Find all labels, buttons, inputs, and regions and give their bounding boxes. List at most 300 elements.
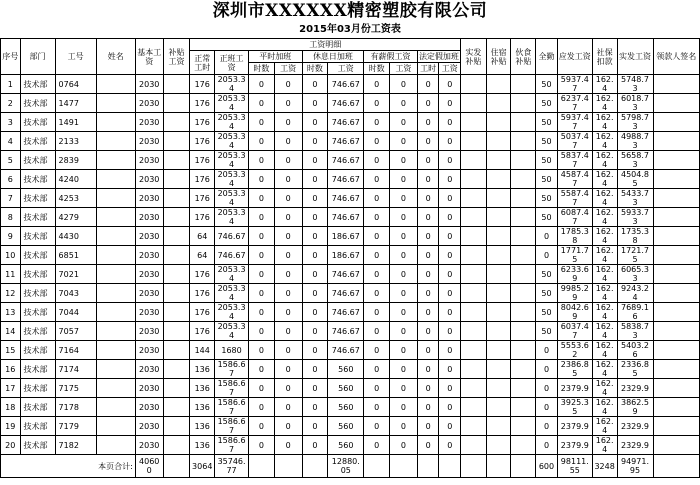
cell-normal-hours: 176 [190, 151, 215, 170]
cell-payable: 6087.47 [557, 208, 592, 227]
cell-payable: 5037.47 [557, 132, 592, 151]
cell-leave-pay: 0 [390, 322, 418, 341]
cell-normal-pay: 2053.34 [215, 322, 249, 341]
cell-actual-subsidy [461, 151, 487, 170]
table-row [1, 208, 700, 227]
cell-rest-hours: 0 [302, 436, 328, 455]
cell-leave-pay: 0 [390, 132, 418, 151]
cell-normal-hours: 136 [190, 436, 215, 455]
cell-payable: 6233.69 [557, 265, 592, 284]
total-label: 本页合计: [1, 455, 136, 478]
cell-base-pay: 2030 [135, 379, 163, 398]
cell-normal-pay: 1586.67 [215, 360, 249, 379]
cell-holiday-pay: 0 [439, 208, 461, 227]
cell-weekday-hours: 0 [249, 436, 275, 455]
cell-normal-hours: 136 [190, 379, 215, 398]
cell-meal [511, 436, 536, 455]
cell-holiday-pay: 0 [439, 113, 461, 132]
total-signature [653, 455, 699, 478]
cell-weekday-pay: 0 [274, 322, 302, 341]
cell-dept: 技术部 [20, 322, 55, 341]
cell-leave-pay: 0 [390, 341, 418, 360]
cell-actual-subsidy [461, 246, 487, 265]
cell-leave-pay: 0 [390, 436, 418, 455]
cell-housing [486, 379, 511, 398]
cell-weekday-pay: 0 [274, 75, 302, 94]
header-holiday-pay: 工资 [439, 63, 461, 75]
cell-rest-hours: 0 [302, 284, 328, 303]
cell-weekday-hours: 0 [249, 227, 275, 246]
cell-holiday-pay: 0 [439, 151, 461, 170]
cell-dept: 技术部 [20, 360, 55, 379]
cell-rest-pay: 746.67 [328, 284, 364, 303]
cell-social: 162.4 [592, 75, 617, 94]
cell-attendance: 0 [536, 379, 558, 398]
cell-attendance: 50 [536, 189, 558, 208]
cell-dept: 技术部 [20, 189, 55, 208]
cell-attendance: 0 [536, 246, 558, 265]
cell-rest-pay: 746.67 [328, 170, 364, 189]
header-payable: 应发工资 [557, 39, 592, 75]
cell-dept: 技术部 [20, 227, 55, 246]
header-social: 社保扣款 [592, 39, 617, 75]
cell-normal-pay: 2053.34 [215, 132, 249, 151]
total-subsidy [163, 455, 190, 478]
cell-social: 162.4 [592, 322, 617, 341]
cell-base-pay: 2030 [135, 189, 163, 208]
cell-social: 162.4 [592, 151, 617, 170]
cell-normal-pay: 2053.34 [215, 265, 249, 284]
cell-dept: 技术部 [20, 94, 55, 113]
cell-net: 5933.73 [617, 208, 653, 227]
cell-actual-subsidy [461, 417, 487, 436]
cell-holiday-hours: 0 [417, 436, 439, 455]
cell-weekday-pay: 0 [274, 94, 302, 113]
cell-name [96, 379, 135, 398]
cell-normal-hours: 176 [190, 189, 215, 208]
cell-meal [511, 284, 536, 303]
cell-normal-hours: 176 [190, 75, 215, 94]
cell-holiday-pay: 0 [439, 246, 461, 265]
header-subsidy: 补贴工资 [163, 39, 190, 75]
cell-rest-pay: 746.67 [328, 341, 364, 360]
total-net: 94971.95 [617, 455, 653, 478]
cell-payable: 4587.47 [557, 170, 592, 189]
cell-leave-hours: 0 [364, 284, 390, 303]
cell-subsidy [163, 208, 190, 227]
cell-rest-pay: 746.67 [328, 113, 364, 132]
cell-net: 5403.26 [617, 341, 653, 360]
cell-base-pay: 2030 [135, 284, 163, 303]
cell-name [96, 170, 135, 189]
cell-actual-subsidy [461, 113, 487, 132]
cell-normal-hours: 64 [190, 227, 215, 246]
cell-weekday-pay: 0 [274, 170, 302, 189]
cell-holiday-hours: 0 [417, 360, 439, 379]
cell-rest-hours: 0 [302, 94, 328, 113]
cell-subsidy [163, 417, 190, 436]
cell-dept: 技术部 [20, 246, 55, 265]
cell-leave-pay: 0 [390, 189, 418, 208]
cell-net: 2329.9 [617, 417, 653, 436]
cell-social: 162.4 [592, 436, 617, 455]
table-row [1, 227, 700, 246]
cell-payable: 2379.9 [557, 417, 592, 436]
cell-dept: 技术部 [20, 398, 55, 417]
cell-subsidy [163, 379, 190, 398]
cell-normal-hours: 136 [190, 360, 215, 379]
cell-seq: 5 [1, 151, 21, 170]
cell-holiday-hours: 0 [417, 322, 439, 341]
cell-holiday-hours: 0 [417, 170, 439, 189]
cell-employee-id: 7057 [55, 322, 96, 341]
cell-base-pay: 2030 [135, 208, 163, 227]
cell-normal-pay: 1680 [215, 341, 249, 360]
cell-name [96, 227, 135, 246]
cell-housing [486, 303, 511, 322]
cell-seq: 17 [1, 379, 21, 398]
cell-leave-hours: 0 [364, 417, 390, 436]
cell-dept: 技术部 [20, 303, 55, 322]
cell-subsidy [163, 265, 190, 284]
cell-attendance: 0 [536, 341, 558, 360]
cell-meal [511, 227, 536, 246]
cell-meal [511, 151, 536, 170]
cell-attendance: 0 [536, 398, 558, 417]
cell-normal-pay: 746.67 [215, 227, 249, 246]
cell-holiday-hours: 0 [417, 398, 439, 417]
cell-signature [653, 303, 699, 322]
cell-housing [486, 341, 511, 360]
cell-meal [511, 132, 536, 151]
cell-employee-id: 2133 [55, 132, 96, 151]
cell-holiday-hours: 0 [417, 151, 439, 170]
cell-attendance: 50 [536, 94, 558, 113]
cell-weekday-hours: 0 [249, 246, 275, 265]
total-rest-pay: 12880.05 [328, 455, 364, 478]
cell-subsidy [163, 246, 190, 265]
cell-rest-hours: 0 [302, 322, 328, 341]
cell-social: 162.4 [592, 303, 617, 322]
cell-base-pay: 2030 [135, 303, 163, 322]
cell-subsidy [163, 398, 190, 417]
cell-weekday-hours: 0 [249, 398, 275, 417]
cell-subsidy [163, 360, 190, 379]
cell-payable: 2379.9 [557, 379, 592, 398]
cell-subsidy [163, 436, 190, 455]
cell-weekday-hours: 0 [249, 170, 275, 189]
cell-leave-hours: 0 [364, 265, 390, 284]
cell-housing [486, 227, 511, 246]
cell-payable: 8042.69 [557, 303, 592, 322]
table-row [1, 132, 700, 151]
cell-subsidy [163, 303, 190, 322]
total-leave-hours [364, 455, 390, 478]
cell-seq: 14 [1, 322, 21, 341]
total-payable: 98111.55 [557, 455, 592, 478]
cell-holiday-pay: 0 [439, 94, 461, 113]
cell-name [96, 303, 135, 322]
cell-actual-subsidy [461, 360, 487, 379]
cell-normal-pay: 1586.67 [215, 398, 249, 417]
cell-base-pay: 2030 [135, 75, 163, 94]
cell-normal-pay: 2053.34 [215, 113, 249, 132]
cell-weekday-pay: 0 [274, 265, 302, 284]
cell-seq: 18 [1, 398, 21, 417]
cell-employee-id: 0764 [55, 75, 96, 94]
cell-meal [511, 303, 536, 322]
cell-employee-id: 7174 [55, 360, 96, 379]
cell-weekday-pay: 0 [274, 341, 302, 360]
cell-employee-id: 7178 [55, 398, 96, 417]
cell-signature [653, 379, 699, 398]
cell-normal-pay: 1586.67 [215, 436, 249, 455]
cell-rest-hours: 0 [302, 246, 328, 265]
cell-leave-hours: 0 [364, 94, 390, 113]
cell-dept: 技术部 [20, 132, 55, 151]
cell-actual-subsidy [461, 379, 487, 398]
cell-weekday-hours: 0 [249, 360, 275, 379]
cell-meal [511, 341, 536, 360]
cell-seq: 3 [1, 113, 21, 132]
cell-holiday-pay: 0 [439, 265, 461, 284]
cell-rest-hours: 0 [302, 189, 328, 208]
cell-net: 2329.9 [617, 379, 653, 398]
cell-holiday-pay: 0 [439, 417, 461, 436]
cell-seq: 12 [1, 284, 21, 303]
cell-net: 5748.73 [617, 75, 653, 94]
cell-attendance: 50 [536, 303, 558, 322]
header-holiday-ot: 法定假加班 [418, 52, 459, 61]
total-attendance: 600 [536, 455, 558, 478]
cell-net: 3862.59 [617, 398, 653, 417]
cell-employee-id: 7175 [55, 379, 96, 398]
cell-housing [486, 398, 511, 417]
cell-weekday-pay: 0 [274, 284, 302, 303]
cell-meal [511, 189, 536, 208]
cell-seq: 10 [1, 246, 21, 265]
cell-social: 162.4 [592, 94, 617, 113]
header-weekday-ot: 平时加班 [249, 51, 303, 63]
cell-meal [511, 360, 536, 379]
cell-rest-pay: 746.67 [328, 75, 364, 94]
cell-housing [486, 208, 511, 227]
cell-weekday-pay: 0 [274, 417, 302, 436]
cell-rest-pay: 746.67 [328, 208, 364, 227]
cell-rest-pay: 560 [328, 398, 364, 417]
cell-weekday-pay: 0 [274, 360, 302, 379]
cell-social: 162.4 [592, 398, 617, 417]
cell-payable: 2379.9 [557, 436, 592, 455]
cell-attendance: 50 [536, 284, 558, 303]
cell-actual-subsidy [461, 189, 487, 208]
cell-leave-pay: 0 [390, 113, 418, 132]
cell-social: 162.4 [592, 208, 617, 227]
cell-holiday-hours: 0 [417, 208, 439, 227]
table-row [1, 170, 700, 189]
cell-seq: 20 [1, 436, 21, 455]
cell-holiday-hours: 0 [417, 265, 439, 284]
header-base-pay: 基本工资 [135, 39, 163, 75]
cell-dept: 技术部 [20, 113, 55, 132]
cell-rest-hours: 0 [302, 208, 328, 227]
cell-signature [653, 170, 699, 189]
cell-housing [486, 265, 511, 284]
cell-holiday-hours: 0 [417, 94, 439, 113]
cell-payable: 5937.47 [557, 113, 592, 132]
cell-net: 5658.73 [617, 151, 653, 170]
cell-attendance: 0 [536, 360, 558, 379]
header-employee-id: 工号 [55, 39, 96, 75]
cell-rest-pay: 746.67 [328, 94, 364, 113]
payroll-table [0, 38, 700, 478]
cell-payable: 6037.47 [557, 322, 592, 341]
cell-signature [653, 265, 699, 284]
cell-social: 162.4 [592, 170, 617, 189]
cell-signature [653, 341, 699, 360]
cell-net: 5838.73 [617, 322, 653, 341]
cell-attendance: 50 [536, 151, 558, 170]
cell-leave-hours: 0 [364, 75, 390, 94]
table-row [1, 303, 700, 322]
cell-meal [511, 113, 536, 132]
cell-meal [511, 94, 536, 113]
cell-weekday-pay: 0 [274, 379, 302, 398]
table-row [1, 265, 700, 284]
cell-name [96, 75, 135, 94]
cell-weekday-pay: 0 [274, 398, 302, 417]
cell-employee-id: 4279 [55, 208, 96, 227]
cell-normal-hours: 176 [190, 284, 215, 303]
total-housing [486, 455, 511, 478]
cell-payable: 3925.35 [557, 398, 592, 417]
cell-leave-pay: 0 [390, 208, 418, 227]
cell-leave-hours: 0 [364, 151, 390, 170]
cell-payable: 5937.47 [557, 75, 592, 94]
cell-rest-hours: 0 [302, 265, 328, 284]
cell-attendance: 50 [536, 113, 558, 132]
header-rest-hours: 时数 [302, 63, 328, 75]
table-header [1, 39, 700, 75]
cell-meal [511, 322, 536, 341]
cell-social: 162.4 [592, 284, 617, 303]
cell-signature [653, 151, 699, 170]
cell-normal-hours: 64 [190, 246, 215, 265]
cell-leave-pay: 0 [390, 284, 418, 303]
cell-signature [653, 189, 699, 208]
cell-holiday-pay: 0 [439, 284, 461, 303]
cell-leave-hours: 0 [364, 208, 390, 227]
cell-meal [511, 417, 536, 436]
cell-leave-pay: 0 [390, 227, 418, 246]
cell-payable: 2386.85 [557, 360, 592, 379]
cell-weekday-hours: 0 [249, 284, 275, 303]
cell-actual-subsidy [461, 398, 487, 417]
cell-social: 162.4 [592, 132, 617, 151]
cell-subsidy [163, 113, 190, 132]
cell-seq: 15 [1, 341, 21, 360]
header-holiday-hours: 工时 [417, 63, 439, 75]
cell-social: 162.4 [592, 246, 617, 265]
cell-seq: 8 [1, 208, 21, 227]
cell-housing [486, 132, 511, 151]
total-weekday-hours [249, 455, 275, 478]
cell-signature [653, 284, 699, 303]
cell-normal-hours: 176 [190, 132, 215, 151]
cell-name [96, 398, 135, 417]
table-row [1, 75, 700, 94]
cell-seq: 19 [1, 417, 21, 436]
cell-weekday-hours: 0 [249, 265, 275, 284]
cell-attendance: 50 [536, 132, 558, 151]
cell-base-pay: 2030 [135, 417, 163, 436]
cell-employee-id: 2839 [55, 151, 96, 170]
cell-leave-hours: 0 [364, 246, 390, 265]
cell-employee-id: 7164 [55, 341, 96, 360]
cell-subsidy [163, 322, 190, 341]
cell-signature [653, 360, 699, 379]
cell-holiday-pay: 0 [439, 189, 461, 208]
table-row [1, 379, 700, 398]
cell-seq: 9 [1, 227, 21, 246]
cell-normal-pay: 2053.34 [215, 303, 249, 322]
cell-base-pay: 2030 [135, 360, 163, 379]
cell-normal-hours: 176 [190, 265, 215, 284]
cell-holiday-pay: 0 [439, 170, 461, 189]
cell-net: 6065.33 [617, 265, 653, 284]
cell-leave-pay: 0 [390, 303, 418, 322]
cell-rest-pay: 746.67 [328, 322, 364, 341]
header-net: 实发工资 [617, 39, 653, 75]
cell-weekday-pay: 0 [274, 151, 302, 170]
header-pay-detail: 工资明细 [190, 39, 461, 51]
cell-attendance: 50 [536, 208, 558, 227]
cell-weekday-hours: 0 [249, 189, 275, 208]
cell-normal-hours: 176 [190, 208, 215, 227]
header-paid-leave: 有薪假工资 [364, 51, 418, 63]
cell-housing [486, 246, 511, 265]
cell-rest-pay: 746.67 [328, 151, 364, 170]
cell-attendance: 50 [536, 322, 558, 341]
cell-normal-hours: 176 [190, 303, 215, 322]
header-leave-hours: 时数 [364, 63, 390, 75]
total-rest-hours [302, 455, 328, 478]
company-title: 深圳市XXXXXX精密塑胶有限公司 [212, 1, 488, 21]
cell-holiday-pay: 0 [439, 379, 461, 398]
cell-dept: 技术部 [20, 436, 55, 455]
cell-base-pay: 2030 [135, 151, 163, 170]
cell-housing [486, 75, 511, 94]
header-actual-subsidy: 实发补贴 [461, 39, 487, 75]
cell-base-pay: 2030 [135, 246, 163, 265]
cell-actual-subsidy [461, 265, 487, 284]
cell-rest-hours: 0 [302, 398, 328, 417]
table-footer [1, 455, 700, 478]
cell-signature [653, 398, 699, 417]
table-row [1, 189, 700, 208]
cell-seq: 16 [1, 360, 21, 379]
cell-actual-subsidy [461, 132, 487, 151]
cell-dept: 技术部 [20, 379, 55, 398]
cell-normal-pay: 1586.67 [215, 379, 249, 398]
table-body [1, 75, 700, 455]
header-weekday-pay: 工资 [274, 63, 302, 75]
cell-employee-id: 4253 [55, 189, 96, 208]
cell-leave-hours: 0 [364, 398, 390, 417]
table-row [1, 398, 700, 417]
cell-name [96, 151, 135, 170]
cell-housing [486, 113, 511, 132]
